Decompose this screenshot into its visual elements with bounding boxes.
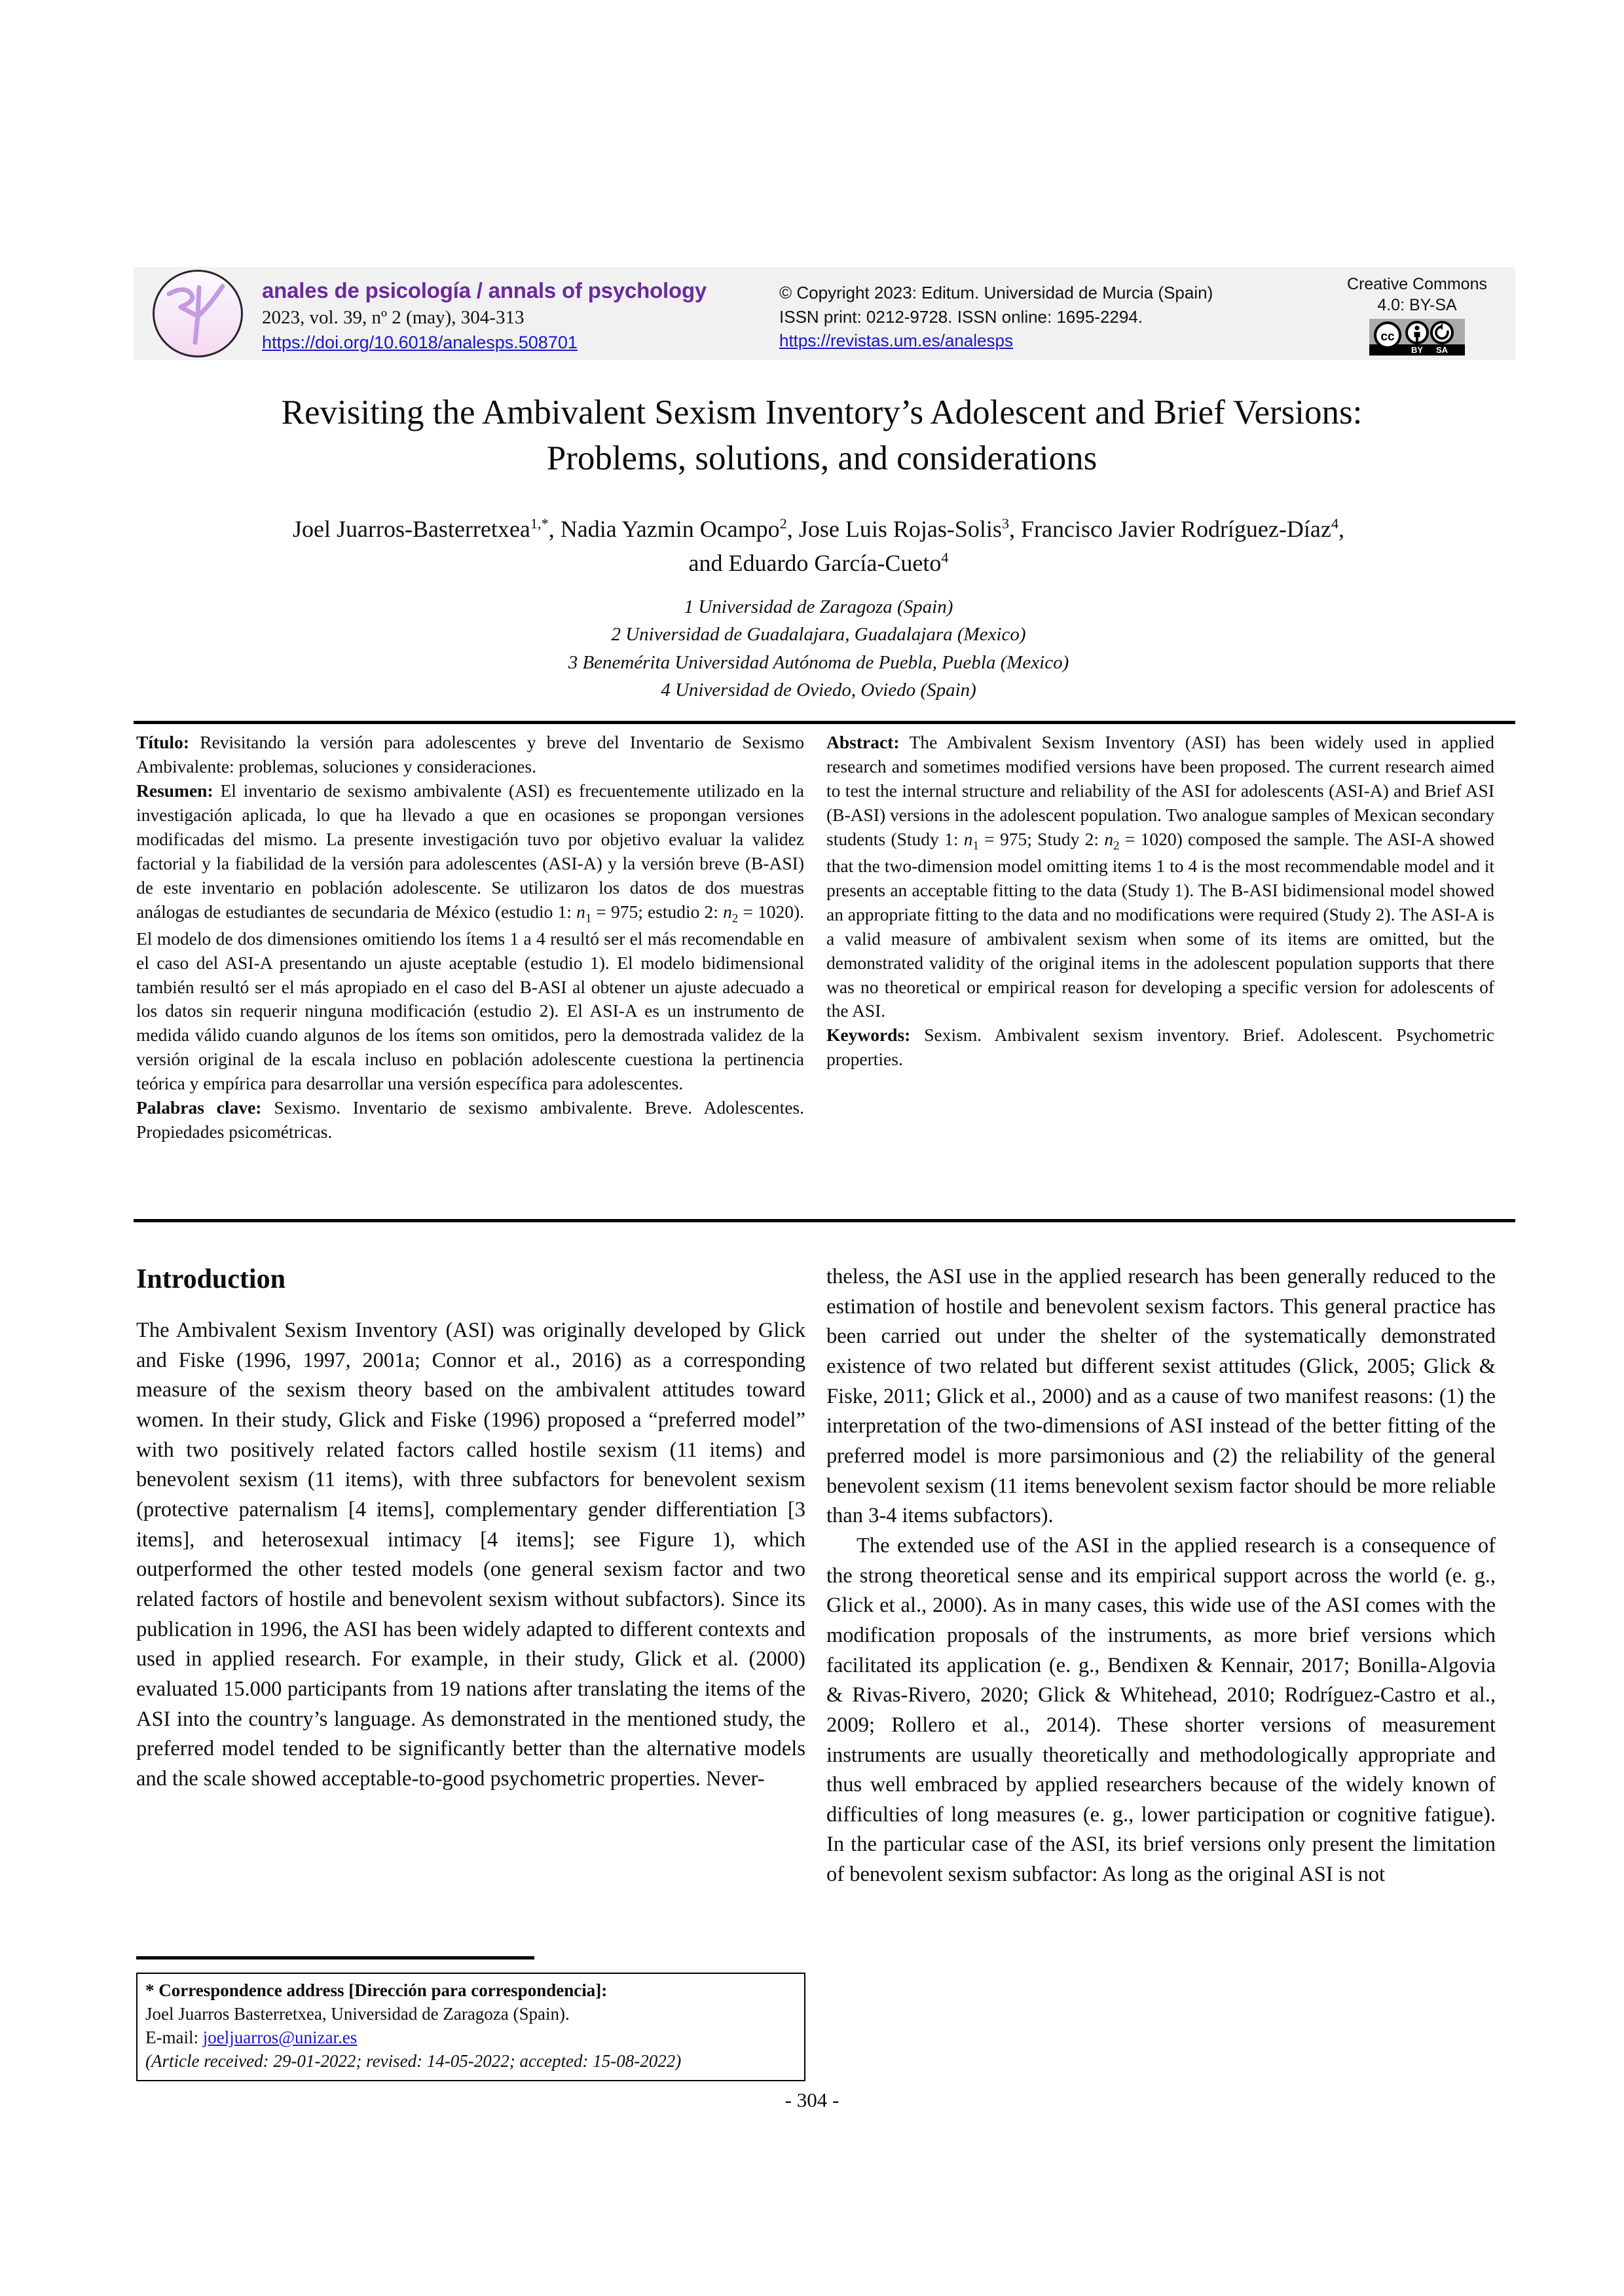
body-column-left (136, 1316, 805, 1795)
svg-text:BY: BY (1411, 344, 1424, 355)
journal-volume-line: 2023, vol. 39, nº 2 (may), 304-313 (262, 306, 525, 328)
body-paragraph: theless, the ASI use in the applied research has been generally reduced to the estimation of hostile and benevolent sexism factors. This general practice has been carried out under the shelter of the systematically demonstrated existence of two related but different sexist attitudes (Glick, 2005; Glick & Fiske, 2011; Glick et al., 2000) and as a cause of two manifest reasons: (1) the interpretation of the two-dimensions of ASI instead of the better fitting of the preferred model is more parsimonious and (2) the reliability of the general benevolent sexism (11 items benevolent sexism factor should be more reliable than 3-4 items subfactors). (826, 1265, 1496, 1528)
abstract-es-titulo-text: Revisitando la versión para adolescentes y breve del Inventario de Sexismo Ambivalente: problemas, soluciones y consideraciones. (136, 732, 804, 776)
abstract-english (826, 731, 1494, 1072)
email-link[interactable]: joeljuarros@unizar.es (202, 2027, 358, 2047)
author-line-2: and Eduardo García-Cueto$^4$ (688, 549, 949, 577)
journal-psi-logo-icon (153, 270, 243, 357)
abstract-top-rule (134, 721, 1515, 724)
author-list (151, 512, 1486, 580)
abstract-es-resumen-text: El inventario de sexismo ambivalente (ASI) es frecuentemente utilizado en la investigación aplicada, lo que ha llevado a que en ocasiones se propongan versiones modificadas del mismo. La presente investigación tuvo por objetivo evaluar la validez factorial y la fiabilidad de la versión para adolescentes (ASI-A) y la versión breve (B-ASI) de este inventario en población adolescente. Se utilizaron los datos de dos muestras análogas de estudiantes de secundaria de México (estudio 1: $n_1 = 975$; estudio 2: $n_2 = 1020$). El modelo de dos dimensiones omitiendo los ítems 1 a 4 resultó ser el más recomendable en el caso del ASI-A presentando un ajuste aceptable (estudio 1). El modelo bidimensional también resultó ser el más apropiado en el caso del B-ASI al obtener un ajuste adecuado a los datos sin requerir ninguna modificación (estudio 2). El ASI-A es un instrumento de medida válido cuando algunos de los ítems son omitidos, pero la demostrada validez de la versión original de la escala incluso en población adolescente cuestiona la pertinencia teórica y empírica para desarrollar una versión específica para adolescentes. (136, 780, 805, 1094)
email-label: E-mail: (145, 2027, 203, 2047)
affiliation-item: 1 Universidad de Zaragoza (Spain) (684, 596, 953, 617)
affiliation-item: 3 Benemérita Universidad Autónoma de Puebla, Puebla (Mexico) (568, 651, 1069, 673)
affiliation-list (151, 593, 1486, 704)
abstract-en-body (826, 731, 1494, 1023)
article-title-line-2: Problems, solutions, and considerations (546, 439, 1098, 477)
body-paragraph: The extended use of the ASI in the applied research is a consequence of the strong theoretical sense and its empirical support across the world (e. g., Glick et al., 2000). As in many cases, this wide use of the ASI comes with the modification proposals of the instruments, as more brief versions which facilitated its application (e. g., Bendixen & Kennair, 2017; Bonilla-Algovia & Rivas-Rivero, 2020; Glick & Whitehead, 2010; Rodríguez-Castro et al., 2009; Rollero et al., 2014). These shorter versions of measurement instruments are usually theoretically and methodologically appropriate and thus well embraced by applied researchers because of the widely known of difficulties of long measures (e. g., lower participation or cognitive fatigue). In the particular case of the ASI, its brief versions only present the limitation of benevolent sexism subfactor: As long as the original ASI is not (826, 1533, 1496, 1887)
abstract-es-keywords-label: Palabras clave: (136, 1097, 262, 1118)
license-cell (1319, 267, 1515, 360)
abstract-en-keywords-text: Sexism. Ambivalent sexism inventory. Brief. Adolescent. Psychometric properties. (826, 1025, 1494, 1070)
journal-website-link[interactable]: https://revistas.um.es/analesps (779, 331, 1013, 351)
doi-link[interactable]: https://doi.org/10.6018/analesps.508701 (262, 333, 578, 353)
affiliation-item: 4 Universidad de Oviedo, Oviedo (Spain) (661, 679, 976, 701)
article-title-line-1: Revisiting the Ambivalent Sexism Inventory’s Adolescent and Brief Versions: (281, 393, 1363, 431)
creative-commons-badge-icon[interactable] (1369, 319, 1465, 355)
license-name: Creative Commons (1347, 275, 1487, 294)
article-dates: (Article received: 29-01-2022; revised: 14-05-2022; accepted: 15-08-2022) (145, 2050, 682, 2071)
copyright-cell (779, 267, 1319, 360)
page-number: - 304 - (784, 2088, 840, 2111)
abstract-es-keywords (136, 1096, 804, 1144)
abstract-es-titulo (136, 731, 804, 779)
body-column-right (826, 1262, 1496, 1890)
correspondence-box (136, 1973, 805, 2081)
body-paragraph: The Ambivalent Sexism Inventory (ASI) was originally developed by Glick and Fiske (1996, 1997, 2001a; Connor et al., 2016) as a corresponding measure of the sexism theory based on the ambivalent attitudes toward women. In their study, Glick and Fiske (1996) proposed a “preferred model” with two positively related factors called hostile sexism (11 items) and benevolent sexism (11 items), with three subfactors for benevolent sexism (protective paternalism [4 items], complementary gender differentiation [3 items], and heterosexual intimacy [4 items]; see Figure 1), which outperformed the other tested models (one general sexism factor and two related factors of hostile and benevolent sexism without subfactors). Since its publication in 1996, the ASI has been widely adapted to different contexts and used in applied research. For example, in their study, Glick et al. (2000) evaluated 15.000 participants from 19 nations after translating the items of the ASI into the country’s language. As demonstrated in the mentioned study, the preferred model tended to be significantly better than the alternative models and the scale showed acceptable-to-good psychometric properties. Never- (136, 1319, 805, 1791)
svg-text:cc: cc (1380, 329, 1395, 344)
footnote-separator-rule (136, 1956, 534, 1959)
journal-name: anales de psicología / annals of psychology (262, 278, 707, 302)
abstract-es-keywords-text: Sexismo. Inventario de sexismo ambivalente. Breve. Adolescentes. Propiedades psicométricas. (136, 1097, 804, 1142)
journal-logo-cell (134, 267, 262, 360)
abstract-en-keywords-label: Keywords: (826, 1025, 911, 1046)
abstract-spanish (136, 731, 804, 1144)
abstract-es-resumen-label: Resumen: (136, 780, 213, 801)
license-version: 4.0: BY-SA (1377, 295, 1457, 314)
article-title (164, 390, 1480, 482)
issn-line: ISSN print: 0212-9728. ISSN online: 1695-2294. (779, 306, 1143, 327)
section-heading-introduction: Introduction (136, 1264, 286, 1294)
copyright-line: © Copyright 2023: Editum. Universidad de Murcia (Spain) (779, 282, 1213, 302)
abstract-en-keywords (826, 1023, 1494, 1072)
journal-title-cell (262, 267, 779, 360)
correspondence-address: Joel Juarros Basterretxea, Universidad de Zaragoza (Spain). (145, 2003, 570, 2024)
abstract-bottom-rule (134, 1219, 1515, 1222)
abstract-en-text: The Ambivalent Sexism Inventory (ASI) has been widely used in applied research and sometimes modified versions have been proposed. The current research aimed to test the internal structure and reliability of the ASI for adolescents (ASI-A) and Brief ASI (B-ASI) versions in the adolescent population. Two analogue samples of Mexican secondary students (Study 1: $n_1 = 975$; Study 2: $n_2 = 1020$) composed the sample. The ASI-A showed that the two-dimension model omitting items 1 to 4 is the most recommendable model and it presents an acceptable fitting to the data (Study 1). The B-ASI bidimensional model showed an appropriate fitting to the data and no modifications were required (Study 2). The ASI-A is a valid measure of ambivalent sexism when some of its items are omitted, but the demonstrated validity of the original items in the adolescent population supports that there was no theoretical or empirical reason for developing a specific version for adolescents of the ASI. (826, 732, 1494, 1021)
abstract-en-label: Abstract: (826, 732, 900, 752)
abstract-es-resumen (136, 779, 804, 1096)
svg-text:SA: SA (1435, 344, 1449, 355)
abstract-es-titulo-label: Título: (136, 732, 189, 752)
correspondence-email-line (145, 2026, 796, 2050)
author-line-1: Joel Juarros-Basterretxea$^{1,*}$, Nadia Yazmin Ocampo$^2$, Jose Luis Rojas-Solis$^3$, Francisco Javier Rodríguez-Díaz$^4$, (292, 515, 1344, 542)
affiliation-item: 2 Universidad de Guadalajara, Guadalajara (Mexico) (611, 624, 1026, 646)
correspondence-title: * Correspondence address [Dirección para correspondencia]: (145, 1980, 608, 2000)
journal-masthead (134, 267, 1515, 360)
